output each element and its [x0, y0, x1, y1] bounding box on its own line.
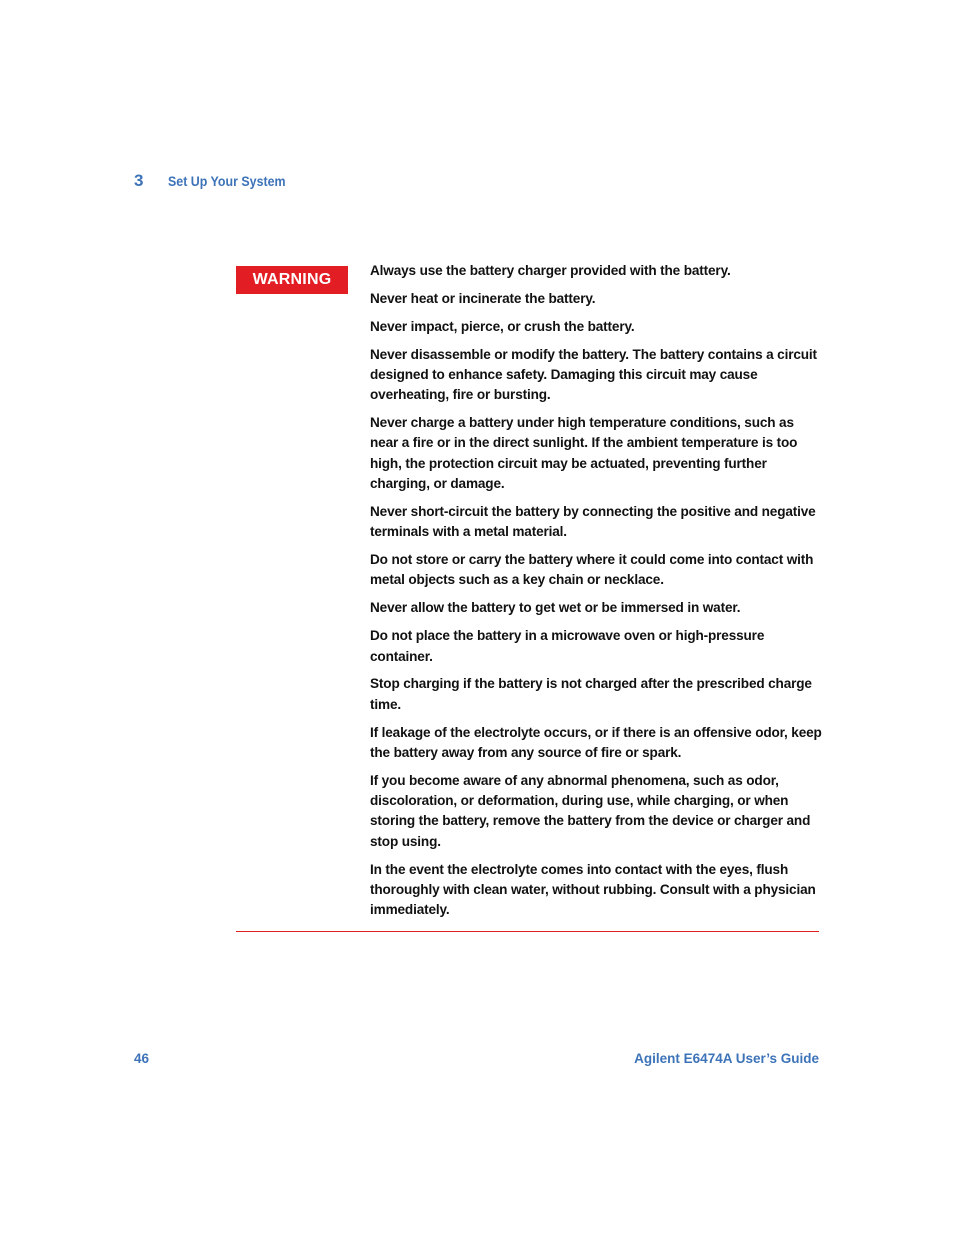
page-number: 46 — [134, 1051, 150, 1066]
warning-end-divider — [236, 931, 819, 932]
warning-item: Do not store or carry the battery where it could come into contact with metal objects such as a key chain or necklace. — [370, 552, 814, 588]
warning-item: Stop charging if the battery is not charged after the prescribed charge time. — [370, 676, 812, 712]
chapter-title: Set Up Your System — [168, 174, 286, 189]
warning-label: WARNING — [236, 266, 348, 294]
warning-item: If leakage of the electrolyte occurs, or if there is an offensive odor, keep the battery away from any source of fire or spark. — [370, 724, 822, 760]
footer-doc-title: Agilent E6474A User’s Guide — [634, 1051, 819, 1066]
warning-item: Never impact, pierce, or crush the battery. — [370, 318, 635, 334]
warning-item: If you become aware of any abnormal phenomena, such as odor, discoloration, or deformation, during use, while charging, or when storing the battery, remove the battery from the device or charger and stop using. — [370, 772, 811, 849]
chapter-number: 3 — [134, 171, 144, 190]
warning-item: In the event the electrolyte comes into contact with the eyes, flush thoroughly with clean water, without rubbing. Consult with a physician immediately. — [370, 861, 816, 918]
warning-item: Never allow the battery to get wet or be immersed in water. — [370, 600, 741, 616]
warning-item: Always use the battery charger provided with the battery. — [370, 263, 731, 278]
warning-item: Never disassemble or modify the battery. The battery contains a circuit designed to enhance safety. Damaging this circuit may cause overheating, fire or bursting. — [370, 346, 817, 403]
warning-item: Never short-circuit the battery by connecting the positive and negative terminals with a metal material. — [370, 503, 816, 540]
warning-item: Never heat or incinerate the battery. — [370, 290, 596, 306]
warning-item: Never charge a battery under high temperature conditions, such as near a fire or in the direct sunlight. If the ambient temperature is too high, the protection circuit may be actuated, preventing further charging, or damage. — [370, 415, 798, 492]
warning-body — [370, 261, 822, 928]
running-header — [134, 171, 296, 191]
warning-item: Do not place the battery in a microwave oven or high-pressure container. — [370, 628, 765, 664]
